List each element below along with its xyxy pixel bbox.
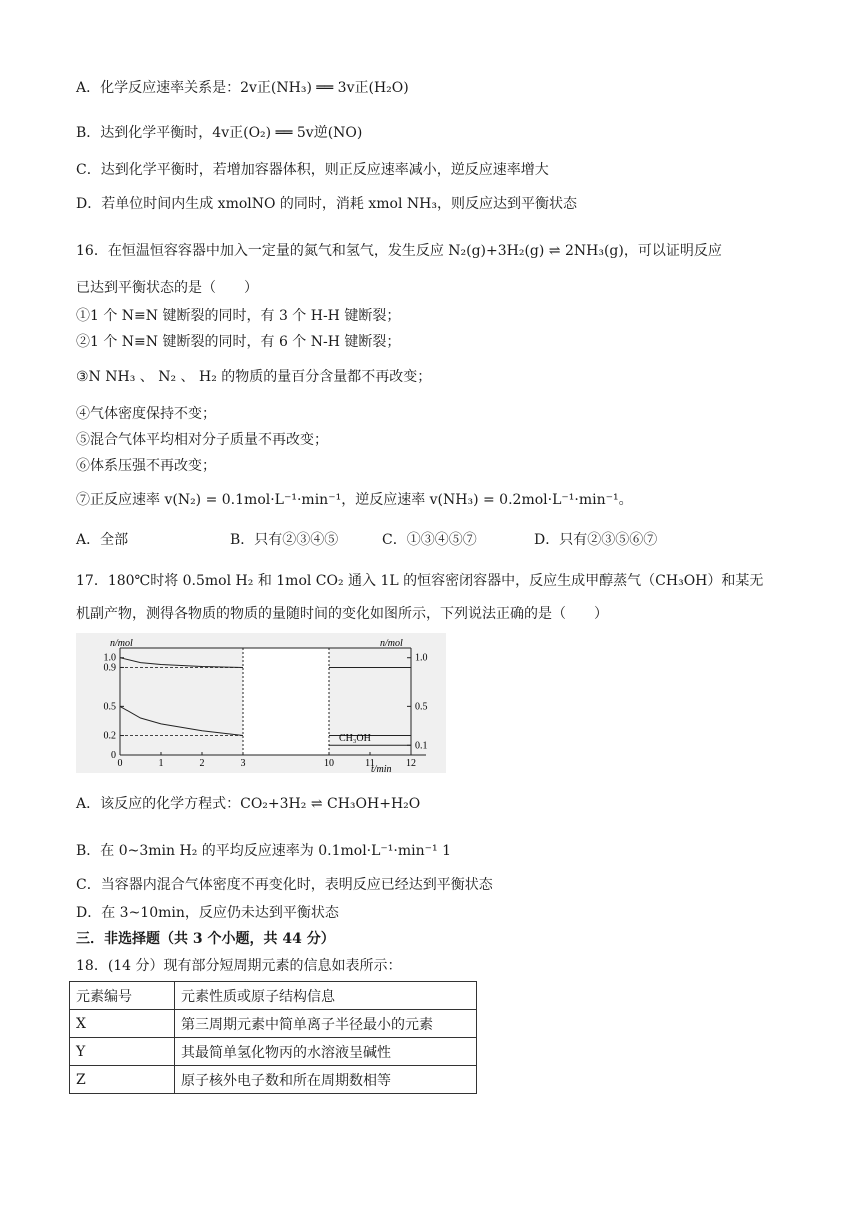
question-17-option-b: B．在 0~3min H₂ 的平均反应速率为 0.1mol·L⁻¹·min⁻¹ 1	[76, 843, 451, 859]
x-tick-label: 10	[324, 758, 334, 769]
table-cell: Z	[70, 1066, 175, 1094]
question-17-stem-cont: 机副产物，测得各物质的物质的量随时间的变化如图所示，下列说法正确的是（ ）	[76, 606, 608, 622]
table-row	[70, 1010, 477, 1038]
x-tick-label: 12	[406, 758, 416, 769]
table-header-cell: 元素性质或原子结构信息	[175, 982, 477, 1010]
question-16-option-b: B．只有②③④⑤	[230, 532, 339, 548]
question-18-stem: 18．(14 分）现有部分短周期元素的信息如表所示：	[76, 958, 402, 974]
question-17-stem: 17．180℃时将 0.5mol H₂ 和 1mol CO₂ 通入 1L 的恒容密闭容器中，反应生成甲醇蒸气（CH₃OH）和某无	[76, 573, 764, 589]
question-16-statement-2: ②1 个 N≡N 键断裂的同时，有 6 个 N-H 键断裂；	[76, 334, 401, 350]
table-cell: 原子核外电子数和所在周期数相等	[175, 1066, 477, 1094]
table-row	[70, 1038, 477, 1066]
question-16-option-a: A．全部	[76, 532, 129, 548]
table-cell: Y	[70, 1038, 175, 1066]
question-15-option-d: D．若单位时间内生成 xmolNO 的同时，消耗 xmol NH₃，则反应达到平衡状态	[76, 196, 577, 212]
graph-canvas	[76, 633, 446, 773]
element-info-table	[69, 981, 477, 1094]
table-header-cell: 元素编号	[70, 982, 175, 1010]
question-15-option-b: B．达到化学平衡时，4v正(O₂) ══ 5v逆(NO)	[76, 125, 363, 141]
y-axis-unit-right: n/mol	[380, 638, 403, 649]
y-tick-label-left: 0	[111, 750, 116, 761]
question-16-statement-5: ⑤混合气体平均相对分子质量不再改变；	[76, 432, 328, 448]
y-tick-label-right: 0.5	[415, 701, 428, 713]
y-tick-label-left: 0.9	[103, 662, 116, 674]
ch3oh-series-label: CH₃OH	[339, 733, 371, 744]
x-axis-unit: t/min	[371, 764, 392, 773]
x-tick-label: 0	[117, 758, 123, 769]
table-row	[70, 1066, 477, 1094]
question-15-option-a: A．化学反应速率关系是：2v正(NH₃) ══ 3v正(H₂O)	[76, 80, 409, 96]
table-cell: 其最简单氢化物丙的水溶液呈碱性	[175, 1038, 477, 1066]
graph-gap-region	[243, 648, 329, 755]
question-16-statement-6: ⑥体系压强不再改变；	[76, 458, 216, 474]
question-17-option-a: A．该反应的化学方程式：CO₂+3H₂ ⇌ CH₃OH+H₂O	[76, 796, 421, 812]
y-tick-label-left: 0.2	[103, 730, 116, 742]
section-heading: 三．非选择题（共 3 个小题，共 44 分）	[76, 931, 335, 947]
question-17-option-d: D．在 3~10min，反应仍未达到平衡状态	[76, 905, 339, 921]
question-16-statement-3: ③N NH₃ 、 N₂ 、 H₂ 的物质的量百分含量都不再改变；	[76, 369, 432, 385]
question-16-option-c: C．①③④⑤⑦	[382, 532, 477, 548]
question-16-options	[76, 529, 776, 551]
question-17-option-c: C．当容器内混合气体密度不再变化时，表明反应已经达到平衡状态	[76, 877, 493, 893]
question-16-statement-4: ④气体密度保持不变；	[76, 406, 216, 422]
y-tick-label-left: 0.5	[103, 701, 116, 713]
table-header-row	[70, 982, 477, 1010]
reaction-graph	[76, 633, 446, 773]
x-tick-label: 3	[240, 758, 246, 769]
x-tick-label: 2	[199, 758, 205, 769]
y-tick-label-right: 0.1	[415, 740, 428, 752]
x-tick-label: 11	[365, 758, 375, 769]
y-tick-label-right: 1.0	[415, 652, 428, 664]
question-16-stem: 16．在恒温恒容容器中加入一定量的氮气和氢气，发生反应 N₂(g)+3H₂(g) ⇌ 2NH₃(g)，可以证明反应	[76, 243, 722, 259]
x-tick-label: 1	[158, 758, 164, 769]
question-16-stem-cont: 已达到平衡状态的是（ ）	[76, 280, 258, 296]
question-15-option-c: C．达到化学平衡时，若增加容器体积，则正反应速率减小，逆反应速率增大	[76, 162, 549, 178]
question-16-option-d: D．只有②③⑤⑥⑦	[534, 532, 658, 548]
table-cell: X	[70, 1010, 175, 1038]
y-axis-unit-left: n/mol	[110, 638, 133, 649]
question-16-statement-1: ①1 个 N≡N 键断裂的同时，有 3 个 H-H 键断裂；	[76, 308, 401, 324]
question-16-statement-7: ⑦正反应速率 v(N₂) = 0.1mol·L⁻¹·min⁻¹，逆反应速率 v(NH₃) = 0.2mol·L⁻¹·min⁻¹。	[76, 492, 633, 508]
y-tick-label-left: 1.0	[103, 652, 116, 664]
table-cell: 第三周期元素中简单离子半径最小的元素	[175, 1010, 477, 1038]
